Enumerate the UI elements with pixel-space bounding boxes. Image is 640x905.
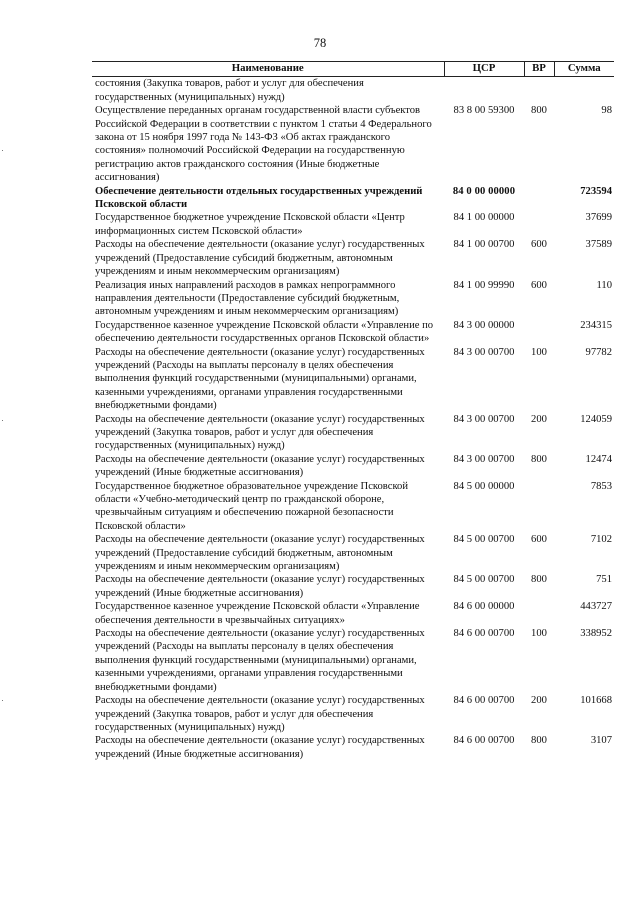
row-csr: 84 6 00 00000 [453, 601, 515, 613]
table-row [92, 211, 614, 238]
row-name: Государственное казенное учреждение Псковской области «Управление обеспечения деятельности в чрезвычайных ситуациях» [95, 601, 420, 626]
row-sum: 443727 [580, 601, 612, 613]
row-name: Государственное бюджетное учреждение Псковской области «Центр информационных систем Псковской области» [95, 212, 405, 237]
row-sum: 7102 [590, 534, 612, 546]
table-row [92, 694, 614, 734]
row-vr [524, 480, 554, 534]
row-sum: 7853 [590, 480, 612, 492]
row-name: Расходы на обеспечение деятельности (оказание услуг) государственных учреждений (Закупка товаров, работ и услуг для обеспечения государственных (муниципальных) нужд) [95, 695, 425, 733]
row-vr: 800 [531, 105, 547, 117]
row-vr: 200 [531, 413, 547, 425]
row-vr: 800 [531, 574, 547, 586]
row-sum: 37589 [585, 239, 612, 251]
row-name: Расходы на обеспечение деятельности (оказание услуг) государственных учреждений (Предоставление субсидий бюджетным, автономным учреждениям и иным некоммерческим организациям) [95, 239, 425, 278]
row-vr: 200 [531, 695, 547, 707]
row-name: Расходы на обеспечение деятельности (оказание услуг) государственных учреждений (Расходы на выплаты персоналу в целях обеспечения выполнения функций государственными (муниципальными) органами, казенными учреждениями, органами управления государственными внебюджетными фондами) [95, 628, 425, 693]
table-row [92, 573, 614, 600]
row-sum: 751 [596, 574, 612, 586]
header-name: Наименование [92, 62, 444, 77]
budget-table [92, 61, 614, 761]
table-row [92, 346, 614, 413]
row-csr: 84 1 00 00000 [453, 212, 515, 224]
table-row [92, 480, 614, 534]
row-csr: 83 8 00 59300 [453, 105, 515, 117]
row-sum: 338952 [580, 628, 612, 640]
scan-mark [2, 150, 3, 151]
row-vr [524, 600, 554, 627]
row-name: Расходы на обеспечение деятельности (оказание услуг) государственных учреждений (Расходы на выплаты персоналу в целях обеспечения выполнения функций государственными (муниципальными) органами, казенными учреждениями, органами управления государственными внебюджетными фондами) [95, 346, 425, 412]
table-body [92, 77, 614, 761]
table-row [92, 279, 614, 319]
row-sum: 234315 [580, 319, 612, 331]
row-sum: 37699 [585, 212, 612, 224]
row-csr: 84 3 00 00700 [453, 346, 515, 358]
table-header-row [92, 62, 614, 77]
row-csr: 84 5 00 00000 [453, 480, 515, 492]
scan-mark [2, 700, 3, 701]
row-csr: 84 3 00 00700 [453, 413, 515, 425]
row-vr [524, 211, 554, 238]
row-csr [444, 77, 524, 104]
row-vr: 100 [531, 628, 547, 640]
row-vr [524, 77, 554, 104]
scan-mark [2, 420, 3, 421]
row-name: Государственное бюджетное образовательное учреждение Псковской области «Учебно-методический центр по гражданской обороне, чрезвычайным ситуациям и обеспечению пожарной безопасности Псковской области» [95, 480, 409, 532]
row-csr: 84 6 00 00700 [453, 628, 515, 640]
row-sum: 97782 [585, 346, 612, 358]
row-name: Расходы на обеспечение деятельности (оказание услуг) государственных учреждений (Иные бюджетные ассигнования) [95, 453, 425, 479]
row-name: Расходы на обеспечение деятельности (оказание услуг) государственных учреждений (Закупка товаров, работ и услуг для обеспечения государственных (муниципальных) нужд) [95, 413, 425, 452]
row-csr: 84 1 00 99990 [453, 279, 515, 291]
table-row [92, 413, 614, 453]
row-csr: 84 5 00 00700 [453, 574, 515, 586]
header-vr: ВР [524, 62, 554, 77]
row-name: Обеспечение деятельности отдельных государственных учреждений Псковской области [95, 185, 423, 211]
row-csr: 84 3 00 00700 [453, 453, 515, 465]
table-row [92, 627, 614, 694]
row-vr: 800 [531, 453, 547, 465]
header-sum: Сумма [554, 62, 614, 77]
row-sum: 12474 [585, 453, 612, 465]
table-row [92, 238, 614, 278]
row-sum: 3107 [590, 735, 612, 747]
row-sum: 124059 [580, 413, 612, 425]
row-name: Расходы на обеспечение деятельности (оказание услуг) государственных учреждений (Иные бюджетные ассигнования) [95, 735, 425, 760]
table-row [92, 77, 614, 104]
table-row [92, 734, 614, 761]
row-csr: 84 3 00 00000 [453, 319, 515, 331]
row-name: Расходы на обеспечение деятельности (оказание услуг) государственных учреждений (Предоставление субсидий бюджетным, автономным учреждениям и иным некоммерческим организациям) [95, 534, 425, 573]
row-csr: 84 5 00 00700 [453, 534, 515, 546]
row-name: Осуществление переданных органам государственной власти субъектов Российской Федерации в соответствии с пунктом 1 статьи 4 Федерального закона от 15 ноября 1997 года № 143-ФЗ «Об актах гражданского состояния» полномочий Российской Федерации на государственную регистрацию актов гражданского состояния (Иные бюджетные ассигнования) [95, 105, 432, 184]
table-row [92, 453, 614, 480]
row-csr: 84 6 00 00700 [453, 735, 515, 747]
row-csr: 84 0 00 00000 [452, 185, 516, 197]
row-vr [524, 319, 554, 346]
table-row [92, 319, 614, 346]
row-vr: 600 [531, 534, 547, 546]
row-csr: 84 6 00 00700 [453, 695, 515, 707]
table-row [92, 185, 614, 212]
row-sum: 101668 [580, 695, 612, 707]
row-vr: 600 [531, 239, 547, 251]
table-row [92, 600, 614, 627]
row-sum: 723594 [580, 185, 612, 197]
row-name: Реализация иных направлений расходов в рамках непрограммного направления деятельности (Предоставление субсидий бюджетным, автономным учреждениям и иным некоммерческим организациям) [95, 279, 400, 318]
row-sum: 110 [596, 279, 612, 291]
row-vr: 600 [531, 279, 547, 291]
table-row [92, 533, 614, 573]
row-sum [554, 77, 614, 104]
table-row [92, 104, 614, 184]
row-sum: 98 [601, 105, 612, 117]
row-name: состояния (Закупка товаров, работ и услуг для обеспечения государственных (муниципальных) нужд) [95, 78, 364, 103]
row-name: Государственное казенное учреждение Псковской области «Управление по обеспечению деятельности государственных органов Псковской области» [95, 319, 434, 345]
row-vr: 800 [531, 735, 547, 747]
row-csr: 84 1 00 00700 [453, 239, 515, 251]
page-number: 78 [313, 36, 327, 50]
row-vr: 100 [531, 346, 547, 358]
row-vr [524, 185, 554, 212]
row-name: Расходы на обеспечение деятельности (оказание услуг) государственных учреждений (Иные бюджетные ассигнования) [95, 574, 425, 599]
header-csr: ЦСР [444, 62, 524, 77]
